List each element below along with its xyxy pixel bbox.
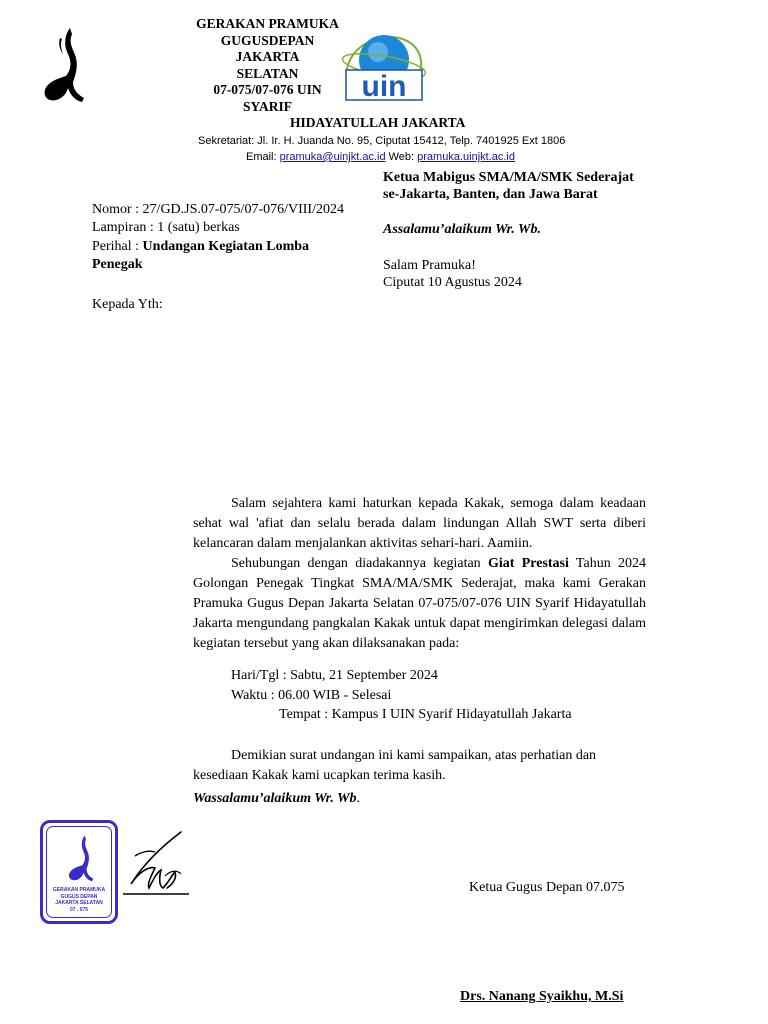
web-link[interactable]: pramuka.uinjkt.ac.id (417, 151, 515, 163)
subject-line (92, 238, 352, 274)
org-line: JAKARTA (235, 49, 300, 64)
subject-value: Undangan Kegiatan Lomba (142, 239, 310, 254)
opening-greeting: Assalamu’alaikum Wr. Wb. (383, 222, 541, 237)
email-label: Email: (246, 151, 280, 163)
handwritten-signature (105, 826, 195, 902)
web-label: Web: (385, 151, 418, 163)
body-paragraph-3: Demikian surat undangan ini kami sampaikan, atas perhatian dan kesediaan Kakak kami ucapkan terima kasih. (193, 748, 597, 783)
subject-value-cont: Penegak (92, 257, 143, 272)
stamp-line: GERAKAN PRAMUKA (52, 887, 106, 893)
closing-greeting-text: Wassalamu’alaikum Wr. Wb (193, 791, 357, 806)
address-line: Sekretariat: Jl. Ir. H. Juanda No. 95, Ciputat 15412, Telp. 7401925 Ext 1806 (198, 135, 566, 147)
stamp-line: JAKARTA SELATAN (55, 900, 103, 906)
org-line: GERAKAN PRAMUKA (196, 16, 339, 31)
body-paragraph-2-b: Tahun 2024 Golongan Penegak Tingkat SMA/MA/SMK Sederajat, maka kami Gerakan Pramuka Gugus Depan Jakarta Selatan 07-075/07-076 UIN Syarif Hidayatullah Jakarta mengundang pangkalan Kakak untuk dapat mengirimkan delegasi dalam kegiatan tersebut yang akan dilaksanakan pada: (193, 556, 646, 651)
stamp-line: GUGUS DEPAN (60, 893, 98, 900)
addressee-label: Kepada Yth: (92, 297, 163, 312)
email-link[interactable]: pramuka@uinjkt.ac.id (279, 151, 386, 163)
org-name-block (180, 16, 355, 115)
event-time: Waktu : 06.00 WIB - Selesai (231, 688, 392, 703)
stamp-emblem-icon (61, 833, 101, 885)
closing-dot: . (356, 791, 361, 806)
org-line: GUGUSDEPAN (220, 32, 315, 48)
recipient-line-1: Ketua Mabigus SMA/MA/SMK Sederajat (383, 170, 634, 185)
body-paragraph-1: Salam sejahtera kami haturkan kepada Kakak, semoga dalam keadaan sehat wal 'afiat dan selalu berada dalam lindungan Allah SWT serta diberi kelancaran dalam menjalankan aktivitas sehari-hari. Aamiin. (193, 496, 646, 551)
pramuka-logo (38, 24, 90, 108)
contact-line (246, 149, 515, 165)
stamp-line: 07 . 075 (69, 906, 89, 913)
recipient-line-2: se-Jakarta, Banten, dan Jawa Barat (383, 187, 598, 202)
closing-greeting (193, 790, 360, 808)
signatory-name: Drs. Nanang Syaikhu, M.Si (460, 989, 624, 1004)
body-paragraph-2 (193, 554, 646, 654)
body-paragraph-2-a: Sehubungan dengan diadakannya kegiatan (231, 556, 488, 571)
org-line: 07-075/07-076 UIN (213, 82, 322, 97)
event-place: Tempat : Kampus I UIN Syarif Hidayatullah Jakarta (279, 707, 572, 722)
subject-label: Perihal : (92, 239, 143, 254)
salam-pramuka: Salam Pramuka! (383, 258, 476, 273)
letter-number: Nomor : 27/GD.JS.07-075/07-076/VIII/2024 (92, 202, 344, 217)
attachment-line: Lampiran : 1 (satu) berkas (92, 220, 240, 235)
uin-logo-text: uin (361, 70, 407, 103)
signatory-title: Ketua Gugus Depan 07.075 (469, 880, 625, 895)
letter-date: Ciputat 10 Agustus 2024 (383, 275, 522, 290)
org-name-last: HIDAYATULLAH JAKARTA (290, 115, 466, 130)
org-line: SYARIF (242, 98, 293, 114)
event-name: Giat Prestasi (487, 556, 569, 571)
event-date: Hari/Tgl : Sabtu, 21 September 2024 (231, 668, 438, 683)
org-line: SELATAN (236, 65, 299, 81)
